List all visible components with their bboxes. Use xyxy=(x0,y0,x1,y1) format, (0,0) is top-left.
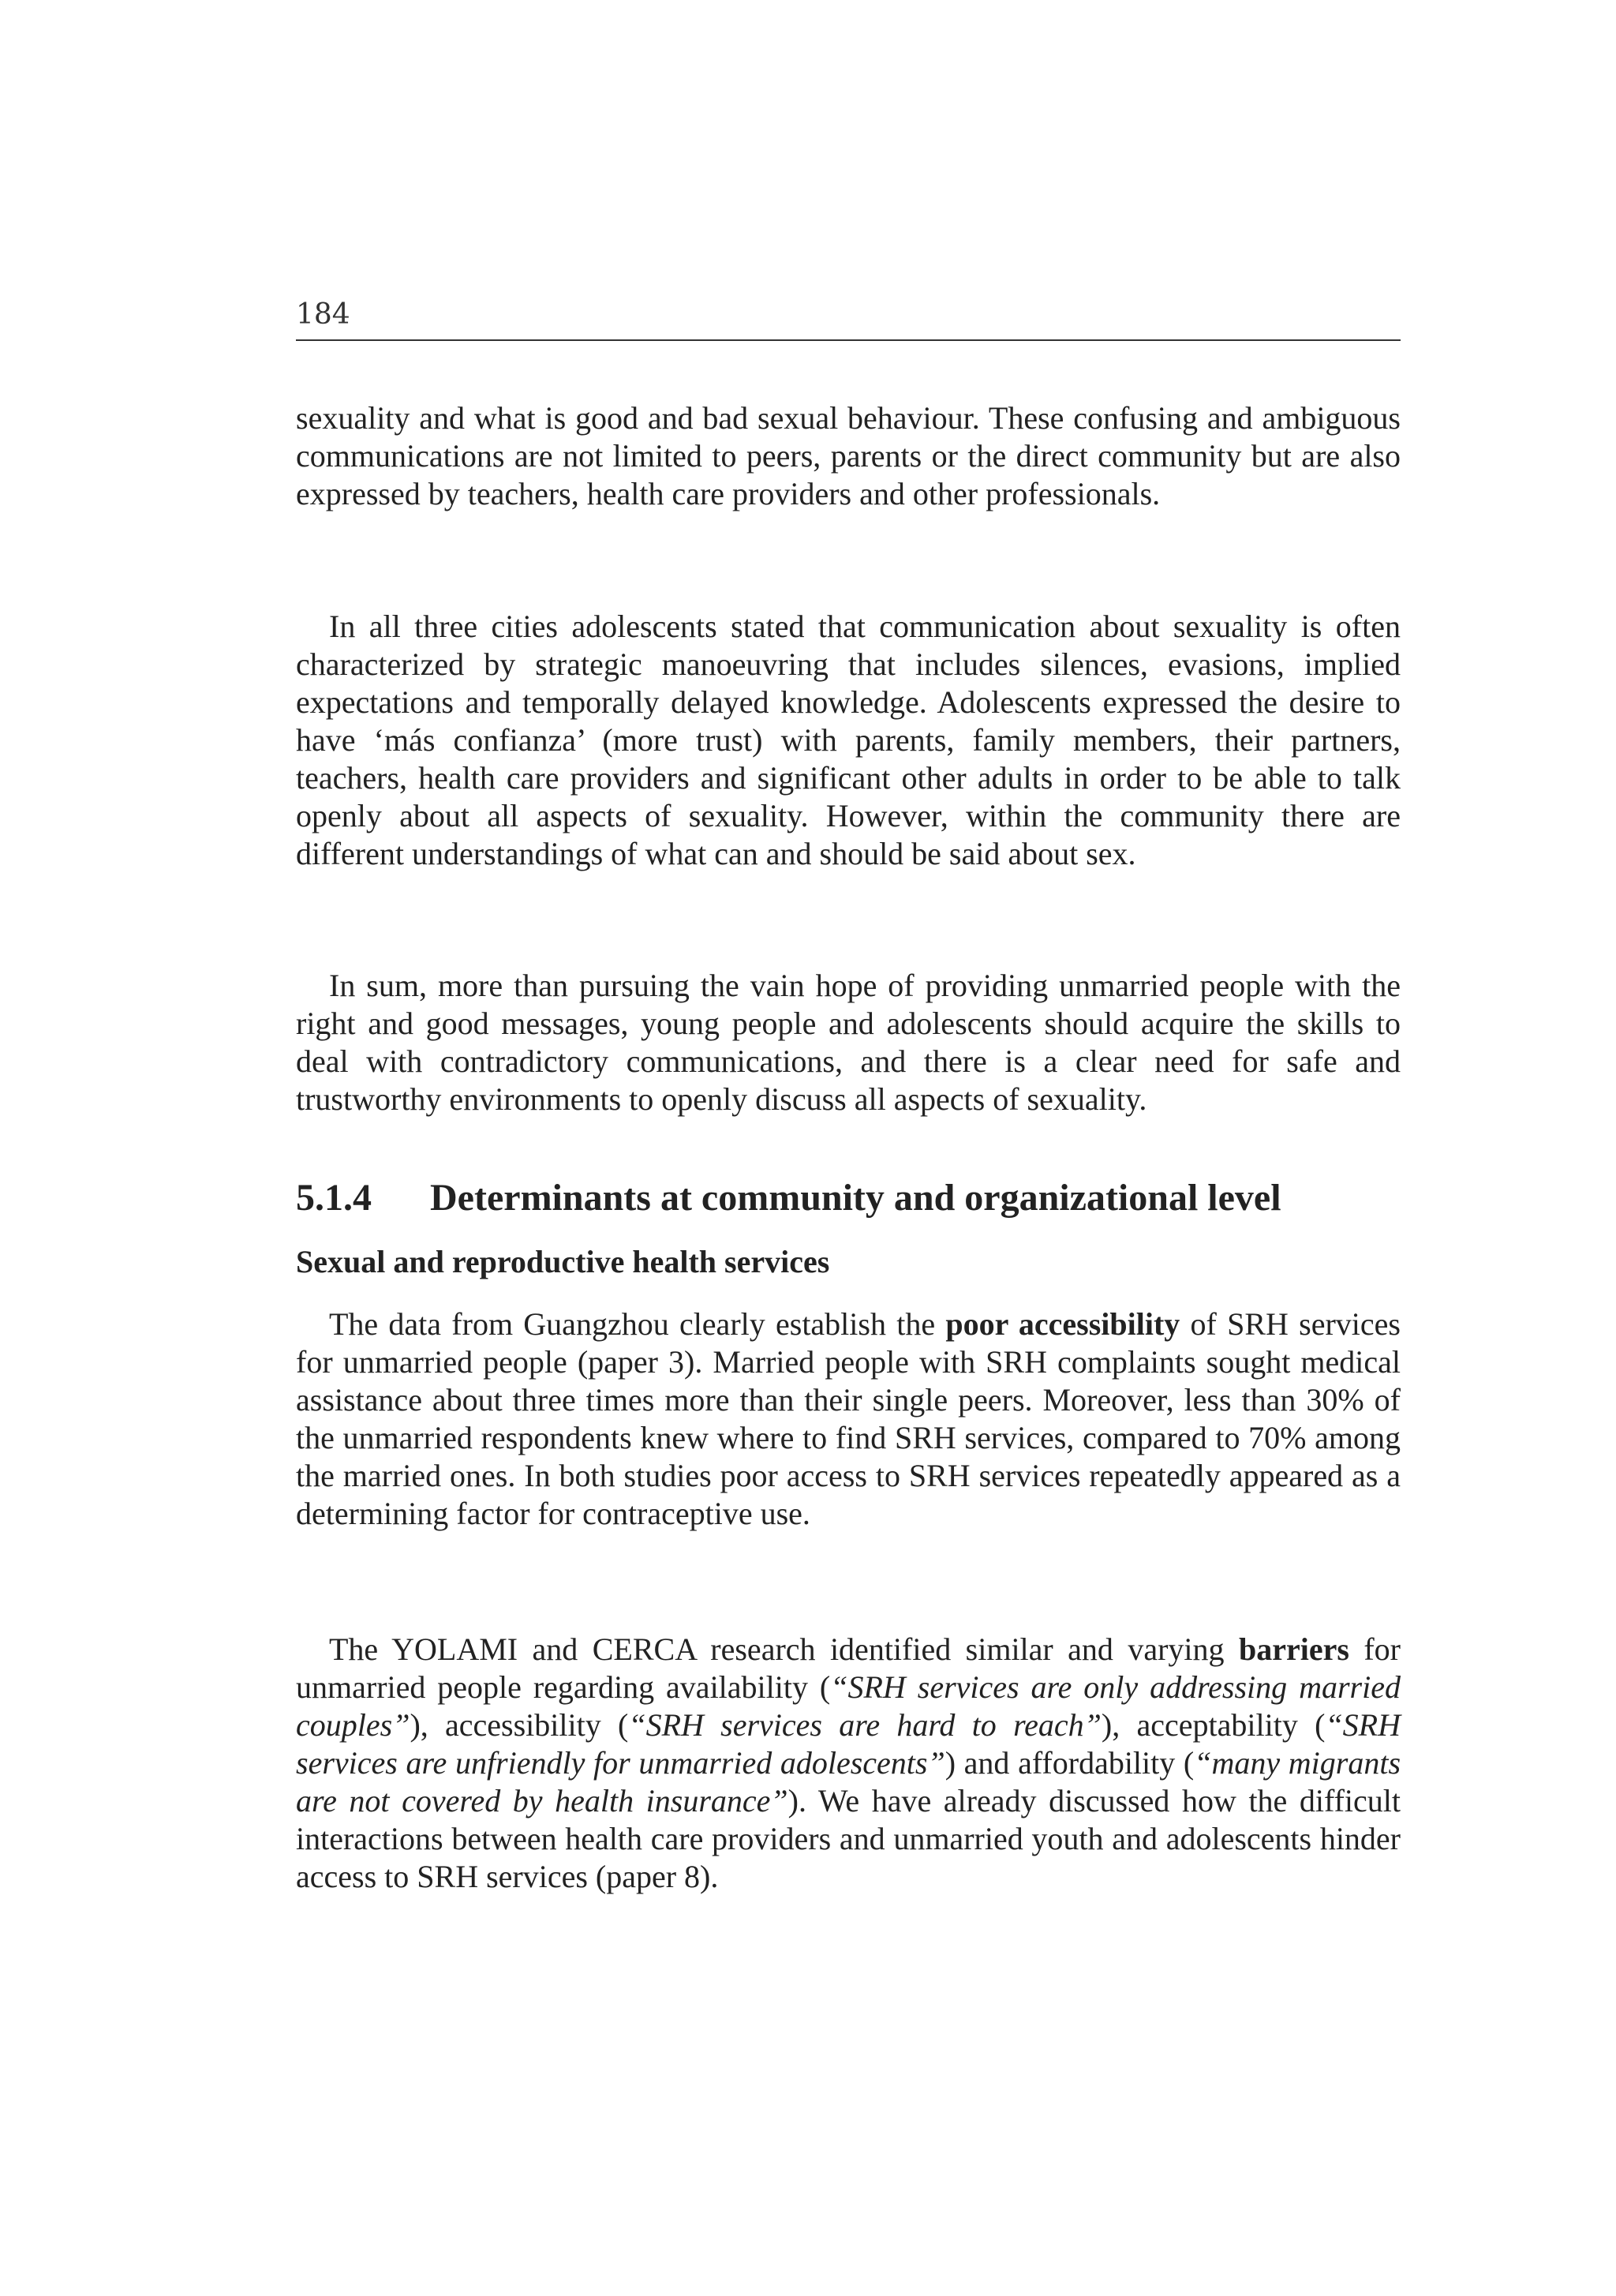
subsection-heading: Sexual and reproductive health services xyxy=(296,1244,830,1279)
paragraph-barriers xyxy=(296,1631,1401,1896)
p5-quote-acceptability: “SRH services are unfriendly for unmarried adolescents” xyxy=(296,1707,1401,1781)
p5-text-6: ). We have already discussed how the difficult interactions between health care providers and unmarried youth and adolescents hinder access to SRH services (paper 8). xyxy=(296,1783,1401,1894)
p5-quote-availability: “SRH services are only addressing married couples” xyxy=(296,1669,1401,1743)
p5-text-4: ), acceptability ( xyxy=(1101,1707,1326,1743)
p5-quote-affordability: “many migrants are not covered by health insurance” xyxy=(296,1745,1401,1818)
section-number: 5.1.4 xyxy=(296,1177,372,1219)
running-header xyxy=(296,296,1401,341)
p5-text-1: The YOLAMI and CERCA research identified similar and varying xyxy=(329,1631,1239,1667)
p5-text-5: ) and affordability ( xyxy=(945,1745,1195,1781)
paragraph-accessibility xyxy=(296,1305,1401,1533)
page-number: 184 xyxy=(296,298,350,331)
paragraph-communication: In all three cities adolescents stated that communication about sexuality is often characterized by strategic manoeuvring that includes silences, evasions, implied expectations and temporally delayed knowledge. Adolescents expressed the desire to have ‘más confianza’ (more trust) with parents, family members, their partners, teachers, health care providers and significant other adults in order to be able to talk openly about all aspects of sexuality. However, within the community there are different understandings of what can and should be said about sex. xyxy=(296,609,1401,871)
p5-text-2: for unmarried people regarding availability ( xyxy=(296,1631,1401,1705)
section-title: Determinants at community and organizational level xyxy=(430,1177,1281,1219)
p4-text-before: The data from Guangzhou clearly establish the xyxy=(329,1306,946,1342)
p5-quote-accessibility: “SRH services are hard to reach” xyxy=(628,1707,1102,1743)
p4-bold-term: poor accessibility xyxy=(945,1306,1180,1342)
paragraph-continued: sexuality and what is good and bad sexual behaviour. These confusing and ambiguous communications are not limited to peers, parents or the direct community but are also expressed by teachers, health care providers and other professionals. xyxy=(296,400,1401,511)
p5-text-3: ), accessibility ( xyxy=(410,1707,629,1743)
p4-text-after: of SRH services for unmarried people (paper 3). Married people with SRH complaints sought medical assistance about three times more than their single peers. Moreover, less than 30% of the unmarried respondents knew where to find SRH services, compared to 70% among the married ones. In both studies poor access to SRH services repeatedly appeared as a determining factor for contraceptive use. xyxy=(296,1306,1401,1531)
paragraph-summary: In sum, more than pursuing the vain hope of providing unmarried people with the right and good messages, young people and adolescents should acquire the skills to deal with contradictory communications, and there is a clear need for safe and trustworthy environments to openly discuss all aspects of sexuality. xyxy=(296,968,1401,1117)
section-heading xyxy=(296,1176,1401,1220)
p5-bold-term: barriers xyxy=(1238,1631,1349,1667)
